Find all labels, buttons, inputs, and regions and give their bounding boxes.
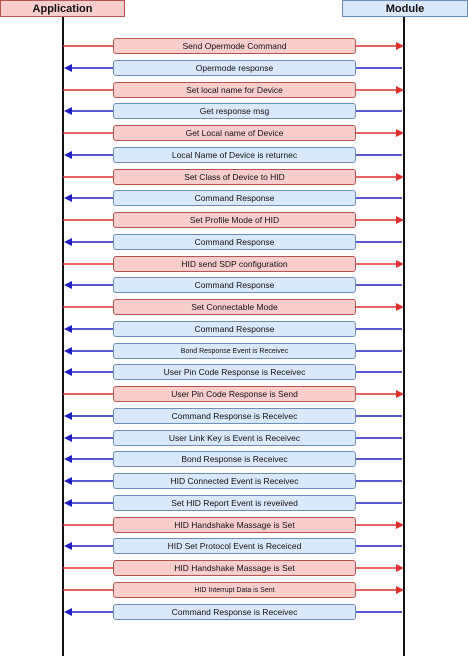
message-box bbox=[113, 451, 356, 467]
message-box bbox=[113, 82, 356, 98]
message-label: Command Response is Receivec bbox=[171, 607, 298, 617]
message-arrow-head bbox=[396, 390, 404, 398]
message-arrow-head bbox=[64, 64, 72, 72]
message-box bbox=[113, 147, 356, 163]
message-arrow-head bbox=[396, 86, 404, 94]
message-box bbox=[113, 169, 356, 185]
message-arrow-head bbox=[396, 564, 404, 572]
message-label: User Link Key is Event is Receivec bbox=[168, 433, 301, 443]
message-label: HID Set Protocol Event is Receiced bbox=[167, 541, 302, 551]
message-box bbox=[113, 364, 356, 380]
message-arrow-head bbox=[396, 303, 404, 311]
message-label: Set Connectable Mode bbox=[191, 302, 278, 312]
message-box bbox=[113, 38, 356, 54]
message-box bbox=[113, 604, 356, 620]
message-label: Bond Response is Receivec bbox=[181, 454, 288, 464]
message-box bbox=[113, 277, 356, 293]
message-label: Command Response bbox=[194, 237, 275, 247]
message-label: HID Handshake Massage is Set bbox=[174, 520, 295, 530]
message-label: Bond Response Event is Receivec bbox=[180, 347, 289, 355]
message-arrow-head bbox=[396, 173, 404, 181]
participant-module-label: Module bbox=[385, 2, 425, 15]
message-box bbox=[113, 582, 356, 598]
message-box bbox=[113, 473, 356, 489]
message-arrow-head bbox=[64, 107, 72, 115]
message-label: User Pin Code Response is Receivec bbox=[163, 367, 306, 377]
message-box bbox=[113, 190, 356, 206]
message-arrow-head bbox=[396, 521, 404, 529]
message-label: HID send SDP configuration bbox=[181, 259, 288, 269]
message-box bbox=[113, 343, 356, 359]
message-arrow-head bbox=[64, 412, 72, 420]
message-label: HID Handshake Massage is Set bbox=[174, 563, 295, 573]
message-box bbox=[113, 517, 356, 533]
message-box bbox=[113, 125, 356, 141]
message-box bbox=[113, 299, 356, 315]
message-arrow-head bbox=[64, 325, 72, 333]
message-arrow-head bbox=[64, 608, 72, 616]
message-label: Local Name of Device is returnec bbox=[171, 150, 298, 160]
message-label: Command Response bbox=[194, 324, 275, 334]
message-box bbox=[113, 256, 356, 272]
message-box bbox=[113, 408, 356, 424]
message-label: Opermode response bbox=[195, 63, 274, 73]
message-box bbox=[113, 60, 356, 76]
message-arrow-head bbox=[396, 129, 404, 137]
message-label: Set Profile Mode of HID bbox=[189, 215, 280, 225]
message-label: Get Local name of Device bbox=[185, 128, 284, 138]
message-label: Command Response is Receivec bbox=[171, 411, 298, 421]
message-label: Set HID Report Event is reveiived bbox=[171, 498, 298, 508]
message-arrow-head bbox=[64, 238, 72, 246]
message-arrow-head bbox=[64, 542, 72, 550]
message-box bbox=[113, 560, 356, 576]
message-arrow-head bbox=[64, 455, 72, 463]
message-label: Send Opermode Command bbox=[182, 41, 287, 51]
message-label: HID Interrupt Data is Sent bbox=[194, 586, 275, 594]
message-label: Set local name for Device bbox=[186, 85, 283, 95]
message-arrow-head bbox=[64, 499, 72, 507]
message-arrow-head bbox=[64, 194, 72, 202]
message-label: Command Response bbox=[194, 193, 275, 203]
message-arrow-head bbox=[396, 216, 404, 224]
message-label: Get response msg bbox=[199, 106, 270, 116]
message-arrow-head bbox=[64, 281, 72, 289]
message-arrow-head bbox=[64, 477, 72, 485]
message-arrow-head bbox=[64, 151, 72, 159]
message-label: User Pin Code Response is Send bbox=[171, 389, 298, 399]
message-label: HID Connected Event is Receivec bbox=[170, 476, 299, 486]
message-box bbox=[113, 103, 356, 119]
message-arrow-head bbox=[64, 347, 72, 355]
message-box bbox=[113, 495, 356, 511]
message-label: Set Class of Device to HID bbox=[184, 172, 285, 182]
message-label: Command Response bbox=[194, 280, 275, 290]
message-arrow-head bbox=[396, 42, 404, 50]
message-box bbox=[113, 386, 356, 402]
message-arrow-head bbox=[396, 260, 404, 268]
message-box bbox=[113, 430, 356, 446]
message-box bbox=[113, 234, 356, 250]
message-box bbox=[113, 321, 356, 337]
message-arrow-head bbox=[396, 586, 404, 594]
participant-application-label: Application bbox=[32, 2, 93, 15]
message-box bbox=[113, 212, 356, 228]
message-arrow-head bbox=[64, 368, 72, 376]
message-arrow-head bbox=[64, 434, 72, 442]
message-box bbox=[113, 538, 356, 554]
